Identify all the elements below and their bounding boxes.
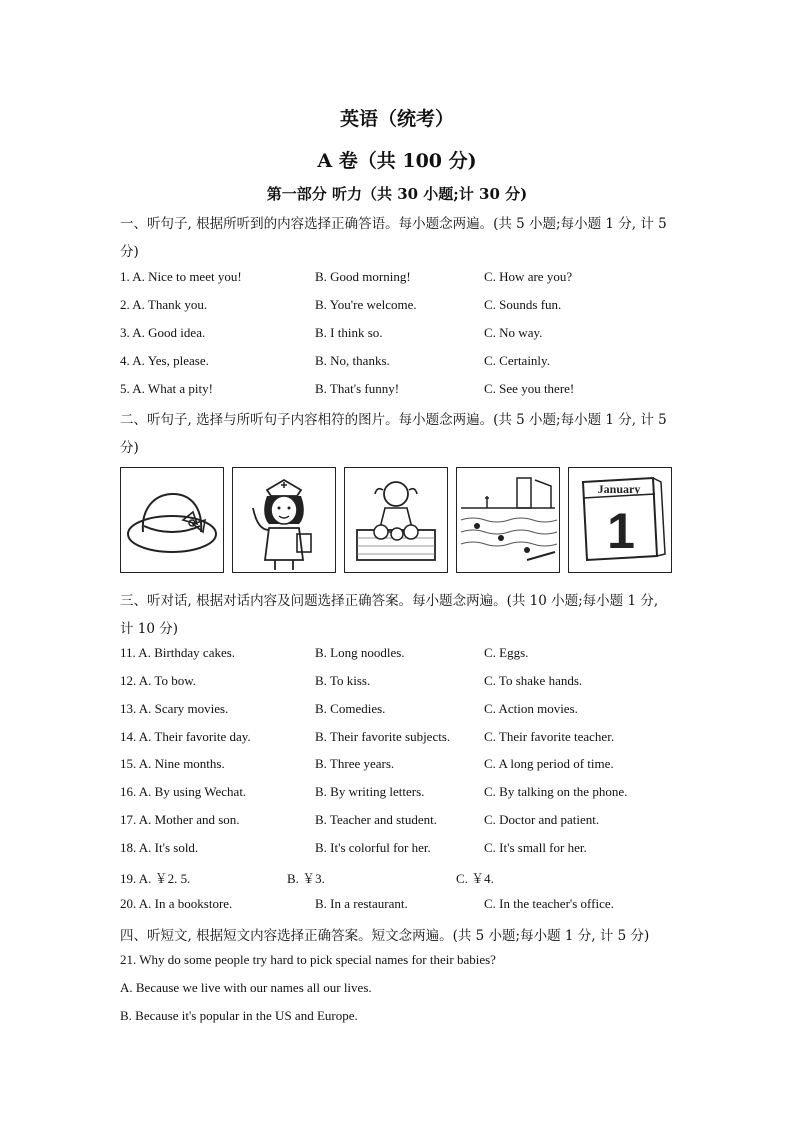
q1-option-a: 1. A. Nice to meet you! xyxy=(120,269,242,284)
q4-option-c: C. Certainly. xyxy=(484,353,550,368)
q12-option-b: B. To kiss. xyxy=(315,673,371,688)
q17-option-b: B. Teacher and student. xyxy=(315,812,437,827)
q15-option-c: C. A long period of time. xyxy=(484,756,614,771)
section3-instruction-cont: 计 10 分) xyxy=(120,621,179,637)
q21-option-a: A. Because we live with our names all our lives. xyxy=(120,980,372,995)
nurse-picture xyxy=(232,467,336,573)
section2-instruction: 二、听句子, 选择与所听句子内容相符的图片。每小题念两遍。(共 5 小题;每小题 1 分, 计 5 xyxy=(120,412,667,428)
q21-option-b: B. Because it's popular in the US and Europe. xyxy=(120,1008,358,1023)
section2-instruction-cont: 分) xyxy=(120,440,139,456)
calendar-day: 1 xyxy=(607,503,635,559)
q2-option-b: B. You're welcome. xyxy=(315,297,417,312)
q13-option-a: 13. A. Scary movies. xyxy=(120,701,229,716)
picture-row xyxy=(120,467,672,573)
q5-option-a: 5. A. What a pity! xyxy=(120,381,213,396)
q3-option-a: 3. A. Good idea. xyxy=(120,325,206,340)
q20-option-c: C. In the teacher's office. xyxy=(484,896,614,911)
q13-option-b: B. Comedies. xyxy=(315,701,386,716)
section3-instruction: 三、听对话, 根据对话内容及问题选择正确答案。每小题念两遍。(共 10 小题;每小题 1 分, xyxy=(120,593,659,609)
section1-instruction: 一、听句子, 根据所听到的内容选择正确答语。每小题念两遍。(共 5 小题;每小题 1 分, 计 5 xyxy=(120,216,667,232)
q1-option-c: C. How are you? xyxy=(484,269,573,284)
q17-option-c: C. Doctor and patient. xyxy=(484,812,600,827)
q11-option-c: C. Eggs. xyxy=(484,645,529,660)
q14-option-a: 14. A. Their favorite day. xyxy=(120,729,251,744)
section1-instruction-cont: 分) xyxy=(120,244,139,260)
q4-option-a: 4. A. Yes, please. xyxy=(120,353,209,368)
section4-instruction: 四、听短文, 根据短文内容选择正确答案。短文念两遍。(共 5 小题;每小题 1 分, 计 5 分) xyxy=(120,928,650,944)
q20-option-b: B. In a restaurant. xyxy=(315,896,408,911)
q1-option-b: B. Good morning! xyxy=(315,269,411,284)
q11-option-b: B. Long noodles. xyxy=(315,645,405,660)
q19-option-c: C. ￥4. xyxy=(456,871,494,886)
part1-title: 第一部分 听力（共 30 小题;计 30 分) xyxy=(266,185,528,203)
q14-option-c: C. Their favorite teacher. xyxy=(484,729,615,744)
q19-option-a: 19. A. ￥2. 5. xyxy=(120,871,191,886)
q16-option-c: C. By talking on the phone. xyxy=(484,784,628,799)
q2-option-a: 2. A. Thank you. xyxy=(120,297,208,312)
q4-option-b: B. No, thanks. xyxy=(315,353,390,368)
q5-option-b: B. That's funny! xyxy=(315,381,400,396)
pool-picture xyxy=(456,467,560,573)
calendar-picture xyxy=(568,467,672,573)
q18-option-b: B. It's colorful for her. xyxy=(315,840,431,855)
q16-option-b: B. By writing letters. xyxy=(315,784,425,799)
exam-title: 英语（统考） xyxy=(339,108,454,130)
q3-option-b: B. I think so. xyxy=(315,325,383,340)
q2-option-c: C. Sounds fun. xyxy=(484,297,562,312)
q15-option-a: 15. A. Nine months. xyxy=(120,756,225,771)
q5-option-c: C. See you there! xyxy=(484,381,575,396)
exam-subtitle: A 卷（共 100 分) xyxy=(317,150,477,172)
q14-option-b: B. Their favorite subjects. xyxy=(315,729,451,744)
q17-option-a: 17. A. Mother and son. xyxy=(120,812,240,827)
q12-option-c: C. To shake hands. xyxy=(484,673,583,688)
q3-option-c: C. No way. xyxy=(484,325,543,340)
q12-option-a: 12. A. To bow. xyxy=(120,673,197,688)
hat-picture xyxy=(120,467,224,573)
q16-option-a: 16. A. By using Wechat. xyxy=(120,784,247,799)
q18-option-a: 18. A. It's sold. xyxy=(120,840,199,855)
q15-option-b: B. Three years. xyxy=(315,756,395,771)
q19-option-b: B. ￥3. xyxy=(287,871,325,886)
girl-washing-picture xyxy=(344,467,448,573)
q11-option-a: 11. A. Birthday cakes. xyxy=(120,645,236,660)
q21-question: 21. Why do some people try hard to pick special names for their babies? xyxy=(120,952,496,967)
q13-option-c: C. Action movies. xyxy=(484,701,578,716)
calendar-month: January xyxy=(597,482,641,496)
q20-option-a: 20. A. In a bookstore. xyxy=(120,896,233,911)
q18-option-c: C. It's small for her. xyxy=(484,840,587,855)
